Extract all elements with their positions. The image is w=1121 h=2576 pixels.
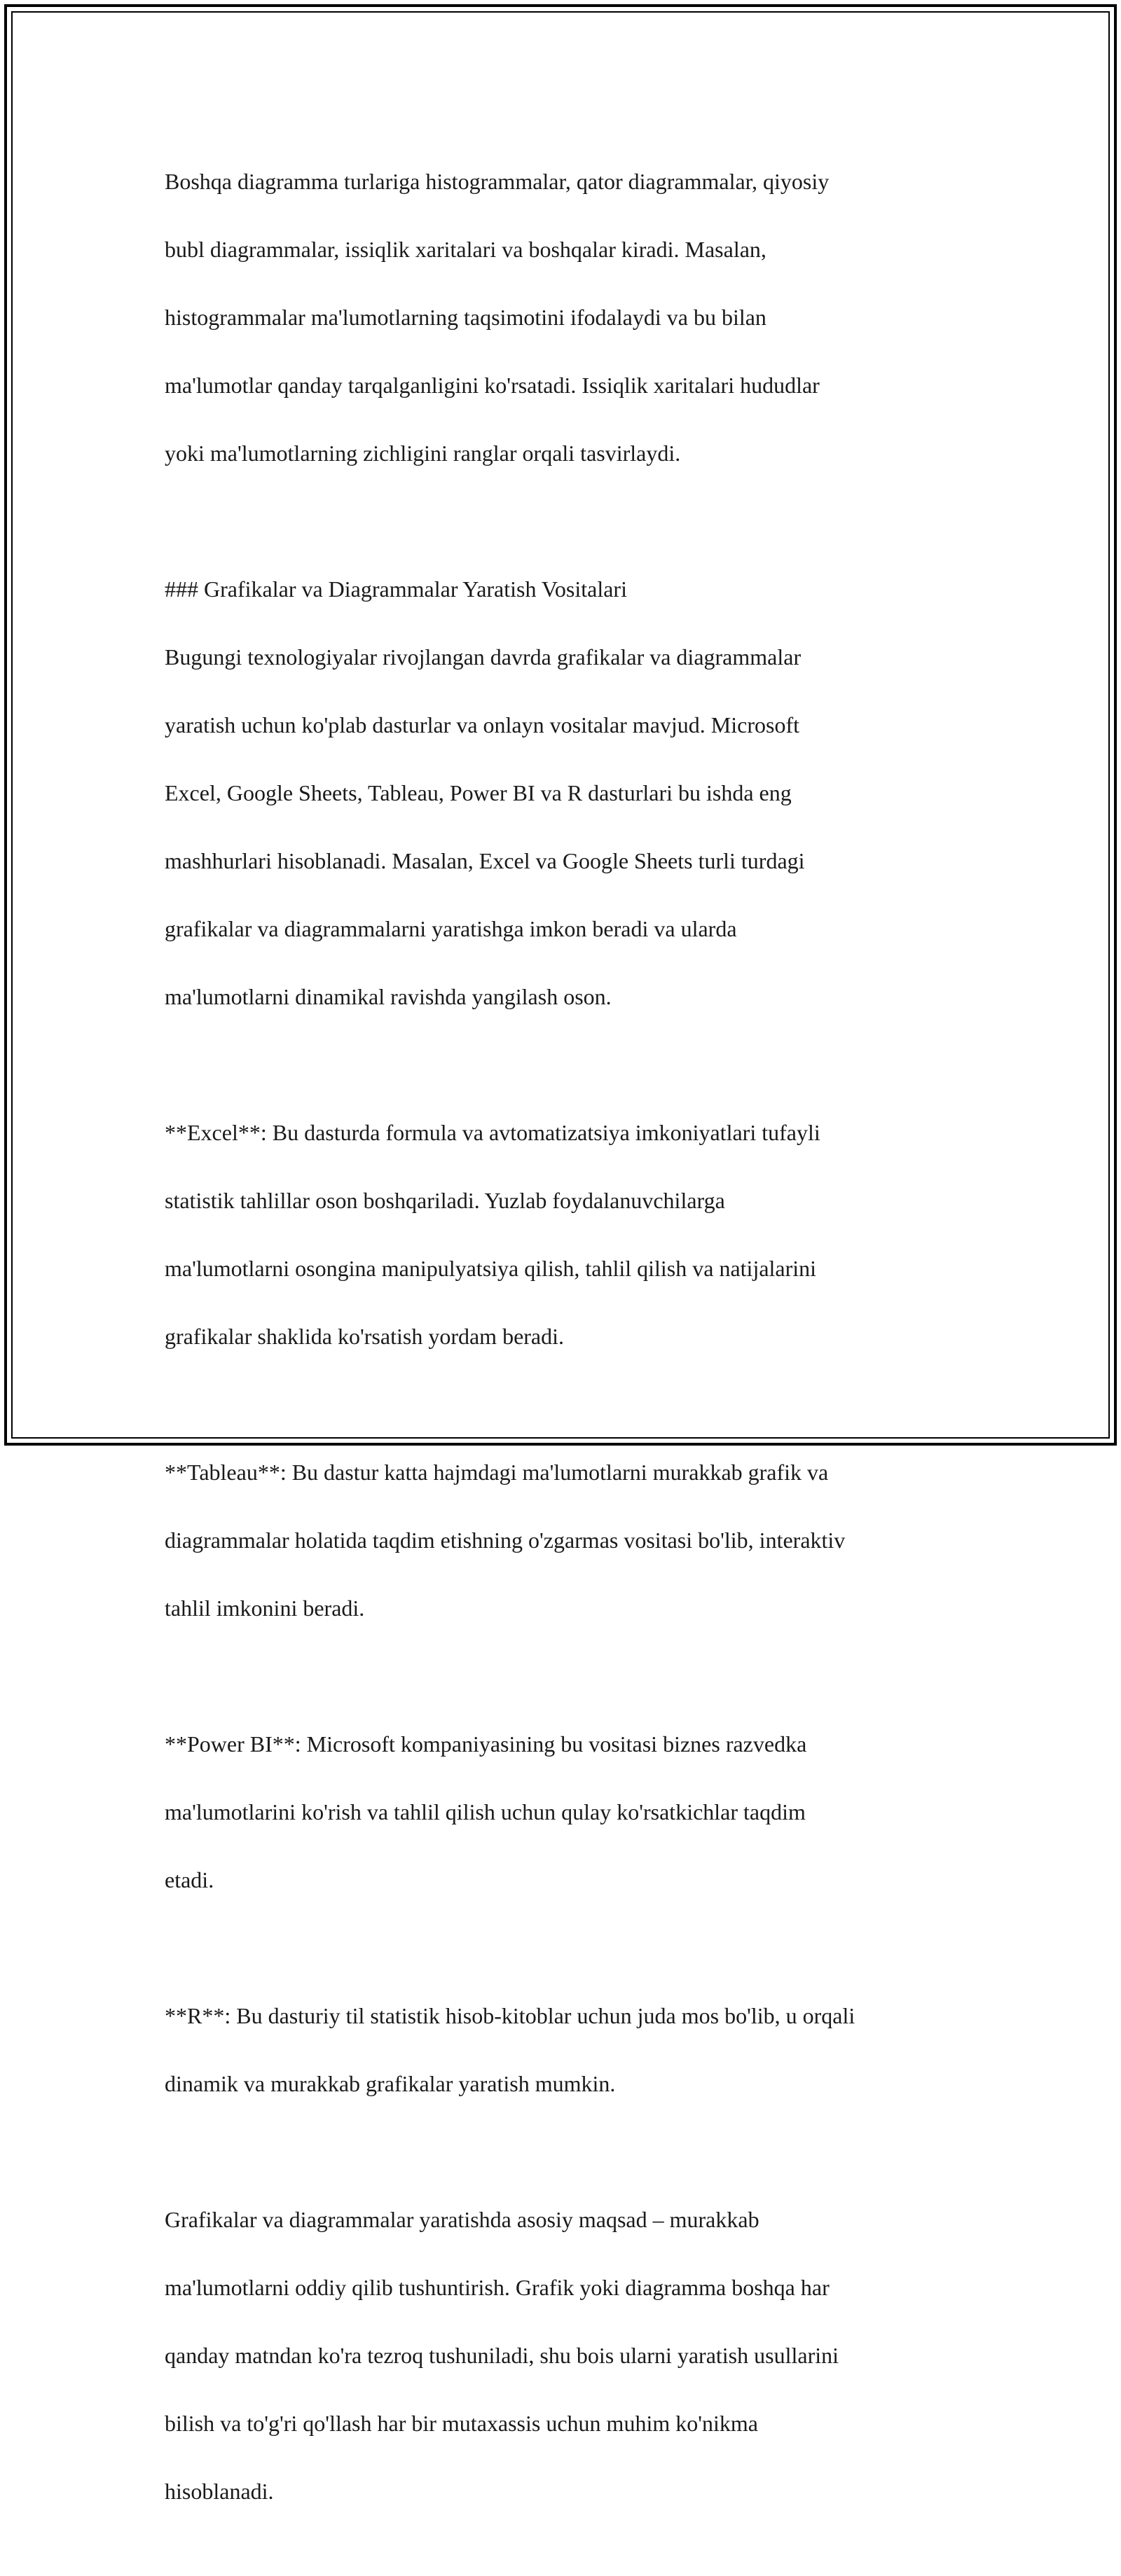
text-line: mashhurlari hisoblanadi. Masalan, Excel va Google Sheets turli turdagi: [165, 847, 805, 873]
text-line: grafikalar shaklida ko'rsatish yordam beradi.: [165, 1323, 565, 1349]
document-body: [165, 130, 970, 2576]
text-line: ma'lumotlarni osongina manipulyatsiya qilish, tahlil qilish va natijalarini: [165, 1255, 817, 1281]
text-line: yoki ma'lumotlarning zichligini ranglar orqali tasvirlaydi.: [165, 440, 681, 466]
text-line: etadi.: [165, 1867, 214, 1892]
paragraph-r: [165, 1965, 970, 2135]
text-line: statistik tahlillar oson boshqariladi. Yuzlab foydalanuvchilarga: [165, 1187, 725, 1213]
text-line: dinamik va murakkab grafikalar yaratish mumkin.: [165, 2070, 616, 2096]
text-line: grafikalar va diagrammalarni yaratishga imkon beradi va ularda: [165, 915, 737, 941]
text-line: Boshqa diagramma turlariga histogrammalar, qator diagrammalar, qiyosiy: [165, 168, 830, 194]
paragraph-tools: [165, 538, 970, 1048]
text-line: Bugungi texnologiyalar rivojlangan davrda grafikalar va diagrammalar: [165, 644, 802, 670]
text-line: **Tableau**: Bu dastur katta hajmdagi ma'lumotlarni murakkab grafik va: [165, 1459, 829, 1485]
text-line: hisoblanadi.: [165, 2478, 274, 2504]
paragraph-excel: [165, 1081, 970, 1387]
paragraph-powerbi: [165, 1693, 970, 1931]
text-line: tahlil imkonini beradi.: [165, 1595, 365, 1621]
text-line: Grafikalar va diagrammalar yaratishda asosiy maqsad – murakkab: [165, 2206, 759, 2232]
text-line: **Excel**: Bu dasturda formula va avtomatizatsiya imkoniyatlari tufayli: [165, 1119, 820, 1145]
text-line: ma'lumotlar qanday tarqalganligini ko'rsatadi. Issiqlik xaritalari hududlar: [165, 372, 820, 398]
section-heading: ### Grafikalar va Diagrammalar Yaratish Vositalari: [165, 576, 627, 602]
paragraph-tableau: [165, 1421, 970, 1659]
text-line: qanday matndan ko'ra tezroq tushuniladi, shu bois ularni yaratish usullarini: [165, 2342, 839, 2368]
paragraph-intro: [165, 130, 970, 504]
text-line: bilish va to'g'ri qo'llash har bir mutaxassis uchun muhim ko'nikma: [165, 2410, 758, 2436]
text-line: yaratish uchun ko'plab dasturlar va onlayn vositalar mavjud. Microsoft: [165, 712, 799, 738]
paragraph-conclusion: [165, 2168, 970, 2542]
text-line: ma'lumotlarni oddiy qilib tushuntirish. Grafik yoki diagramma boshqa har: [165, 2274, 830, 2300]
text-line: **R**: Bu dasturiy til statistik hisob-kitoblar uchun juda mos bo'lib, u orqali: [165, 2002, 855, 2028]
text-line: diagrammalar holatida taqdim etishning o'zgarmas vositasi bo'lib, interaktiv: [165, 1527, 846, 1553]
text-line: ma'lumotlarni dinamikal ravishda yangilash oson.: [165, 983, 612, 1009]
text-line: bubl diagrammalar, issiqlik xaritalari va boshqalar kiradi. Masalan,: [165, 236, 766, 262]
text-line: **Power BI**: Microsoft kompaniyasining bu vositasi biznes razvedka: [165, 1731, 807, 1757]
text-line: ma'lumotlarini ko'rish va tahlil qilish uchun qulay ko'rsatkichlar taqdim: [165, 1799, 806, 1824]
text-line: Excel, Google Sheets, Tableau, Power BI va R dasturlari bu ishda eng: [165, 780, 792, 805]
text-line: histogrammalar ma'lumotlarning taqsimotini ifodalaydi va bu bilan: [165, 304, 766, 330]
